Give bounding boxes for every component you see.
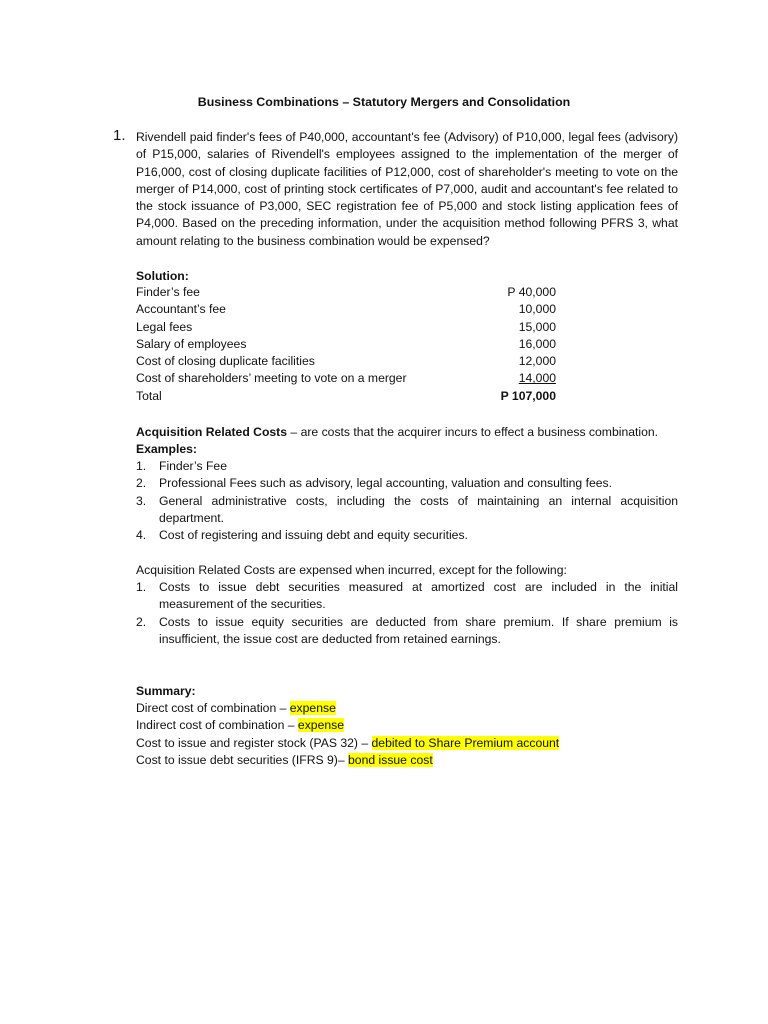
row-item: Accountant’s fee	[136, 302, 226, 317]
total-row	[136, 388, 556, 405]
solution-label: Solution:	[136, 269, 189, 283]
acquisition-costs-definition	[136, 424, 678, 441]
row-item: Salary of employees	[136, 336, 247, 351]
summary-line: Cost to issue debt securities (IFRS 9)– bond issue cost	[136, 753, 433, 767]
list-item: 2. Professional Fees such as advisory, legal accounting, valuation and consulting fees.	[136, 476, 613, 491]
highlighted-text: expense	[297, 718, 344, 732]
row-amount: 15,000	[518, 319, 556, 334]
underlined-amount: 14,000	[518, 371, 556, 386]
list-item: 1. Finder’s Fee	[136, 459, 227, 473]
total-amount: P 107,000	[500, 388, 556, 403]
examples-label: Examples:	[136, 442, 197, 456]
table-row	[136, 301, 556, 318]
list-item: 3. General administrative costs, including the costs of maintaining an internal acquisition department.	[136, 493, 678, 525]
table-row	[136, 336, 556, 353]
solution-table	[136, 284, 556, 405]
table-row	[136, 370, 556, 387]
total-label: Total	[136, 388, 162, 403]
row-item: Cost of shareholders’ meeting to vote on a merger	[136, 371, 407, 386]
row-amount: P 40,000	[507, 285, 556, 299]
acquisition-costs-heading: Acquisition Related Costs	[136, 425, 288, 439]
page-title: Business Combinations – Statutory Mergers and Consolidation	[197, 95, 571, 109]
row-item: Finder’s fee	[136, 285, 200, 299]
table-row	[136, 319, 556, 336]
highlighted-text: bond issue cost	[348, 753, 433, 767]
row-amount: 10,000	[518, 302, 556, 317]
summary-line: Indirect cost of combination – expense	[136, 718, 344, 732]
row-item: Legal fees	[136, 319, 193, 334]
highlighted-text: expense	[289, 701, 336, 715]
highlighted-text: debited to Share Premium account	[371, 736, 560, 750]
table-row	[136, 353, 556, 370]
list-item: 1. Costs to issue debt securities measured at amortized cost are included in the initial measurement of the securities.	[136, 580, 678, 612]
summary-line: Direct cost of combination – expense	[136, 701, 336, 715]
exceptions-intro: Acquisition Related Costs are expensed when incurred, except for the following:	[136, 563, 567, 577]
row-amount	[466, 370, 556, 387]
row-amount: 16,000	[518, 336, 556, 351]
question-text: Rivendell paid finder's fees of P40,000, accountant's fee (Advisory) of P10,000, legal fees (advisory) of P15,000, salaries of Rivendell's employees assigned to the implementation of the merger of P16,000, cost of closing duplicate facilities of P12,000, cost of shareholder's meeting to vote on the merger of P14,000, cost of printing stock certificates of P7,000, audit and accountant's fee related to the stock issuance of P3,000, SEC registration fee of P5,000 and stock listing application fees of P4,000. Based on the preceding information, under the acquisition method following PFRS 3, what amount relating to the business combination would be expensed?	[136, 130, 678, 248]
list-item: 4. Cost of registering and issuing debt and equity securities.	[136, 528, 468, 543]
table-row	[136, 284, 556, 301]
question-number: 1.	[113, 127, 126, 144]
examples-list	[136, 458, 678, 544]
row-item: Cost of closing duplicate facilities	[136, 354, 315, 369]
acquisition-costs-text: – are costs that the acquirer incurs to effect a business combination.	[287, 425, 659, 439]
list-item: 2. Costs to issue equity securities are deducted from share premium. If share premium is insufficient, the issue cost are deducted from retained earnings.	[136, 614, 678, 646]
summary-line: Cost to issue and register stock (PAS 32) – debited to Share Premium account	[136, 736, 560, 750]
row-amount: 12,000	[518, 354, 556, 369]
exceptions-list	[136, 579, 678, 648]
summary-label: Summary:	[136, 684, 196, 698]
